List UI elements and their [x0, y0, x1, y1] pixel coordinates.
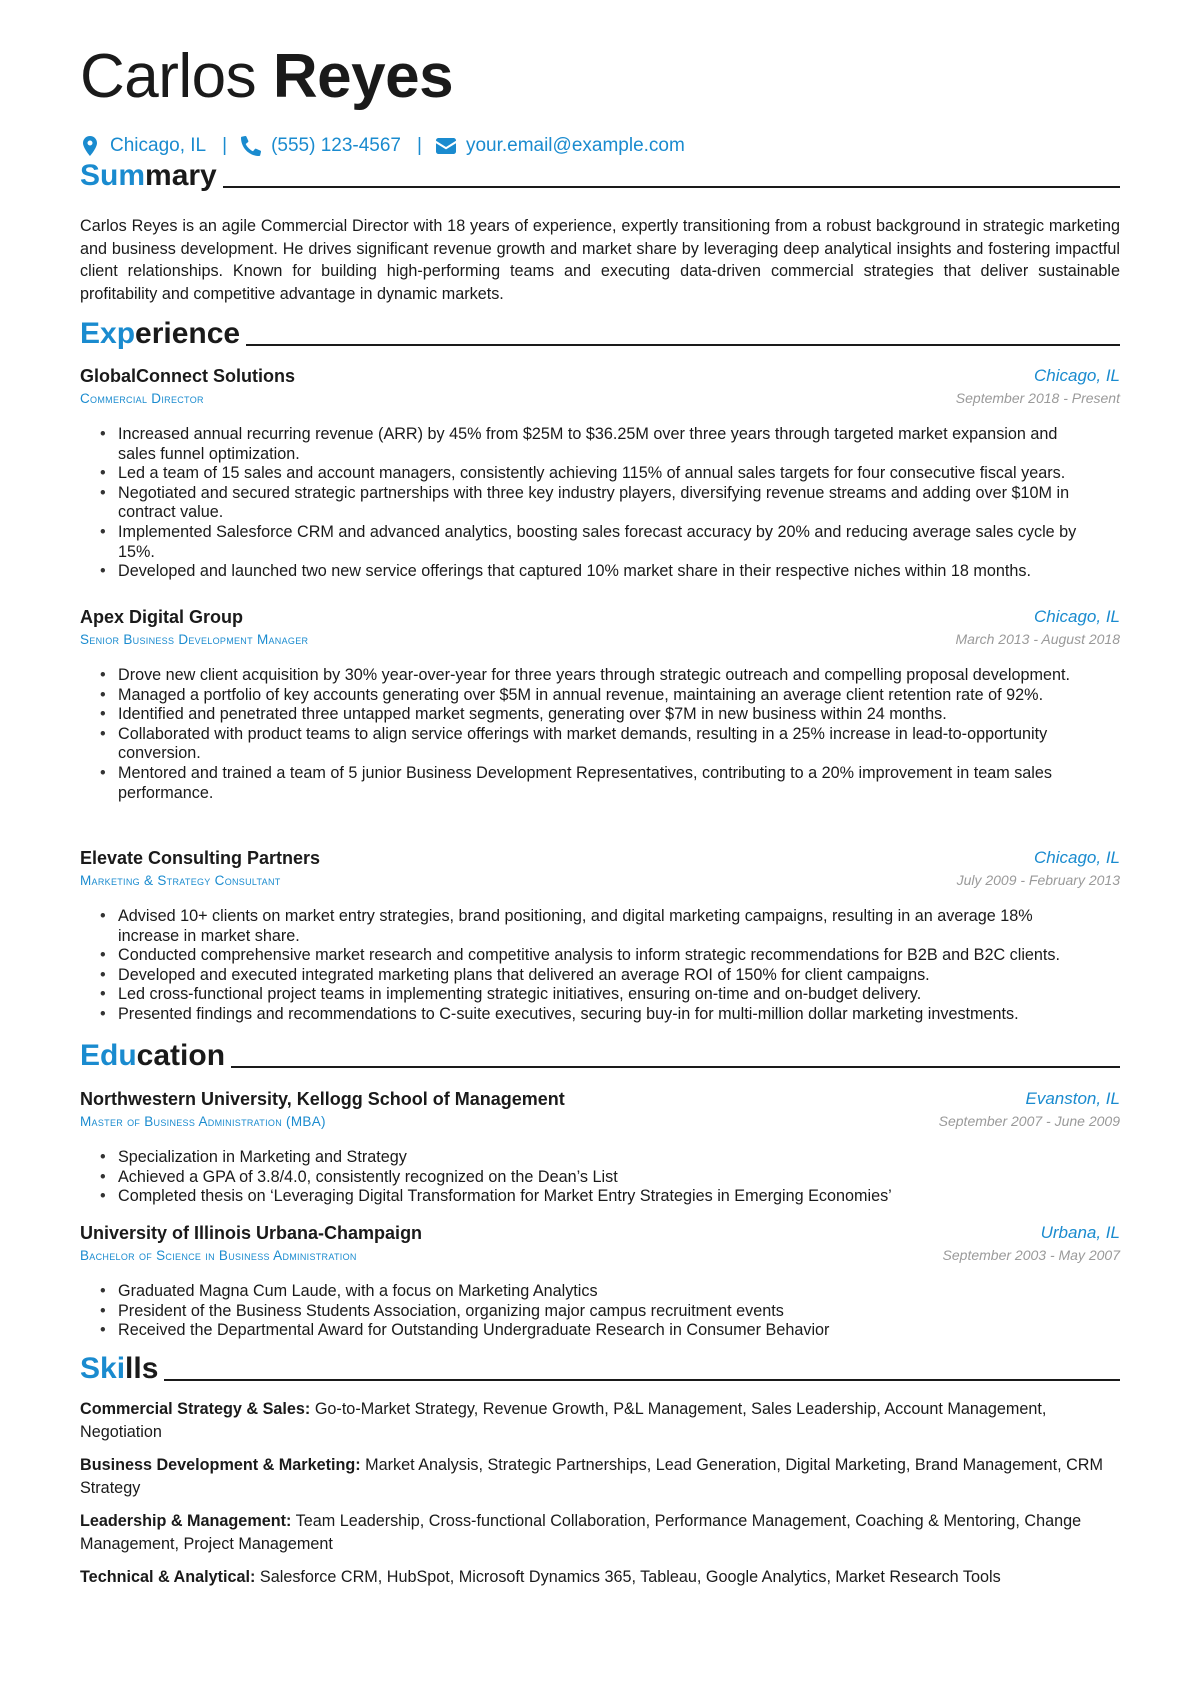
school-entry-header — [80, 1087, 1120, 1133]
skill-group-items: Team Leadership, Cross-functional Collaboration, Performance Management, Coaching & Mentoring, Change Management, Project Management — [80, 1512, 1082, 1553]
list-item: • Completed thesis on ‘Leveraging Digital Transformation for Market Entry Strategies in Emerging Economies’ — [100, 1187, 1090, 1207]
location-pin-icon — [80, 135, 100, 157]
skills-heading — [80, 1350, 1120, 1386]
skill-group-label: Commercial Strategy & Sales: — [80, 1400, 311, 1418]
contact-line — [80, 133, 685, 159]
company-name: Elevate Consulting Partners — [80, 848, 321, 868]
list-item: • Received the Departmental Award for Outstanding Undergraduate Research in Consumer Behavior — [100, 1321, 1090, 1341]
job-dates: July 2009 - February 2013 — [956, 872, 1120, 888]
education-title-rest: cation — [136, 1039, 226, 1072]
list-item: • Led a team of 15 sales and account managers, consistently achieving 115% of annual sales targets for four consecutive fiscal years. — [100, 464, 1090, 484]
skill-group-label: Technical & Analytical: — [80, 1568, 256, 1586]
job-title: Commercial Director — [80, 391, 204, 406]
location-text: Chicago, IL — [110, 135, 207, 156]
education-title-accent: Edu — [80, 1039, 137, 1072]
list-item: • Mentored and trained a team of 5 junior Business Development Representatives, contributing to a 20% improvement in team sales performance. — [100, 764, 1090, 803]
section-rule — [223, 186, 1120, 188]
list-item: • President of the Business Students Association, organizing major campus recruitment events — [100, 1302, 1090, 1322]
school-dates: September 2003 - May 2007 — [942, 1247, 1120, 1263]
school-dates: September 2007 - June 2009 — [938, 1113, 1120, 1129]
skill-group — [80, 1566, 1120, 1589]
list-item: • Presented findings and recommendations to C-suite executives, securing buy-in for multi-million dollar marketing investments. — [100, 1005, 1090, 1025]
contact-separator: | — [222, 135, 228, 156]
skills-title-accent: Ski — [80, 1352, 126, 1385]
list-item: • Implemented Salesforce CRM and advanced analytics, boosting sales forecast accuracy by 20% and reducing average sales cycle by 15%. — [100, 523, 1090, 562]
job-title: Senior Business Development Manager — [80, 632, 309, 647]
job-entry-header — [80, 846, 1120, 892]
phone-icon — [241, 135, 261, 157]
job-dates: March 2013 - August 2018 — [955, 631, 1120, 647]
degree-title: Master of Business Administration (MBA) — [80, 1114, 326, 1129]
first-name: Carlos — [80, 42, 257, 111]
skill-group-items: Market Analysis, Strategic Partnerships, Lead Generation, Digital Marketing, Brand Management, CRM Strategy — [80, 1456, 1103, 1497]
skill-group — [80, 1398, 1120, 1443]
job-title: Marketing & Strategy Consultant — [80, 873, 281, 888]
list-item: • Graduated Magna Cum Laude, with a focus on Marketing Analytics — [100, 1282, 1090, 1302]
last-name: Reyes — [272, 42, 454, 111]
skills-title-rest: lls — [125, 1352, 159, 1385]
experience-title-rest: erience — [135, 317, 241, 350]
list-item: • Managed a portfolio of key accounts generating over $5M in annual revenue, maintaining an average client retention rate of 92%. — [100, 686, 1090, 706]
school-name: Northwestern University, Kellogg School of Management — [80, 1089, 565, 1109]
list-item: • Advised 10+ clients on market entry strategies, brand positioning, and digital marketing campaigns, resulting in an average 18% increase in market share. — [100, 907, 1090, 946]
job-location: Chicago, IL — [1034, 848, 1120, 867]
list-item: • Specialization in Marketing and Strategy — [100, 1148, 1090, 1168]
experience-heading — [80, 315, 1120, 351]
company-name: GlobalConnect Solutions — [80, 366, 295, 386]
email-link[interactable]: your.email@example.com — [465, 135, 685, 156]
section-rule — [231, 1066, 1120, 1068]
summary-title-rest: mary — [145, 159, 217, 192]
phone-text: (555) 123-4567 — [271, 135, 401, 156]
experience-title-accent: Exp — [80, 317, 136, 350]
skill-group-items: Salesforce CRM, HubSpot, Microsoft Dynamics 365, Tableau, Google Analytics, Market Research Tools — [259, 1568, 1001, 1586]
list-item: • Conducted comprehensive market research and competitive analysis to inform strategic recommendations for B2B and B2C clients. — [100, 946, 1090, 966]
degree-title: Bachelor of Science in Business Administration — [80, 1248, 357, 1263]
envelope-icon — [436, 135, 456, 157]
school-bullets — [100, 1148, 1090, 1207]
education-heading — [80, 1037, 1120, 1073]
job-entry-header — [80, 364, 1120, 410]
school-location: Urbana, IL — [1040, 1223, 1120, 1242]
skill-group-label: Leadership & Management: — [80, 1512, 292, 1530]
summary-text: Carlos Reyes is an agile Commercial Director with 18 years of experience, expertly transitioning from a robust background in strategic marketing and business development. He drives significant revenue growth and market share by leveraging deep analytical insights and fostering impactful client relationships. Known for building high-performing teams and executing data-driven commercial strategies that deliver sustainable profitability and competitive advantage in dynamic markets. — [80, 217, 1120, 303]
school-name: University of Illinois Urbana-Champaign — [80, 1223, 423, 1243]
list-item: • Led cross-functional project teams in implementing strategic initiatives, ensuring on-time and on-budget delivery. — [100, 985, 1090, 1005]
contact-separator: | — [417, 135, 422, 156]
list-item: • Drove new client acquisition by 30% year-over-year for three years through strategic outreach and compelling proposal development. — [100, 666, 1090, 686]
job-dates: September 2018 - Present — [955, 390, 1120, 406]
school-bullets — [100, 1282, 1090, 1341]
job-bullets — [100, 907, 1090, 1025]
school-location: Evanston, IL — [1025, 1089, 1120, 1108]
job-location: Chicago, IL — [1034, 607, 1120, 626]
section-rule — [246, 344, 1120, 346]
job-location: Chicago, IL — [1034, 366, 1120, 385]
school-entry-header — [80, 1221, 1120, 1267]
list-item: • Collaborated with product teams to align service offerings with market demands, resulting in a 25% increase in lead-to-opportunity conversion. — [100, 725, 1090, 764]
job-bullets — [100, 666, 1090, 803]
job-bullets — [100, 425, 1090, 582]
list-item: • Developed and launched two new service offerings that captured 10% market share in their respective niches within 18 months. — [100, 562, 1090, 582]
summary-heading — [80, 157, 1120, 193]
company-name: Apex Digital Group — [80, 607, 244, 627]
job-entry-header — [80, 605, 1120, 651]
list-item: • Identified and penetrated three untapped market segments, generating over $7M in new business within 24 months. — [100, 705, 1090, 725]
list-item: • Increased annual recurring revenue (ARR) by 45% from $25M to $36.25M over three years through targeted market expansion and sales funnel optimization. — [100, 425, 1090, 464]
skill-group — [80, 1510, 1120, 1555]
candidate-name — [80, 42, 453, 112]
list-item: • Developed and executed integrated marketing plans that delivered an average ROI of 150% for client campaigns. — [100, 966, 1090, 986]
skill-group-items: Go-to-Market Strategy, Revenue Growth, P&L Management, Sales Leadership, Account Management, Negotiation — [80, 1400, 1047, 1441]
list-item: • Negotiated and secured strategic partnerships with three key industry players, diversifying revenue streams and adding over $10M in contract value. — [100, 484, 1090, 523]
list-item: • Achieved a GPA of 3.8/4.0, consistently recognized on the Dean’s List — [100, 1168, 1090, 1188]
section-rule — [164, 1379, 1120, 1381]
skill-group-label: Business Development & Marketing: — [80, 1456, 361, 1474]
skill-group — [80, 1454, 1120, 1499]
summary-title-accent: Sum — [80, 159, 146, 192]
